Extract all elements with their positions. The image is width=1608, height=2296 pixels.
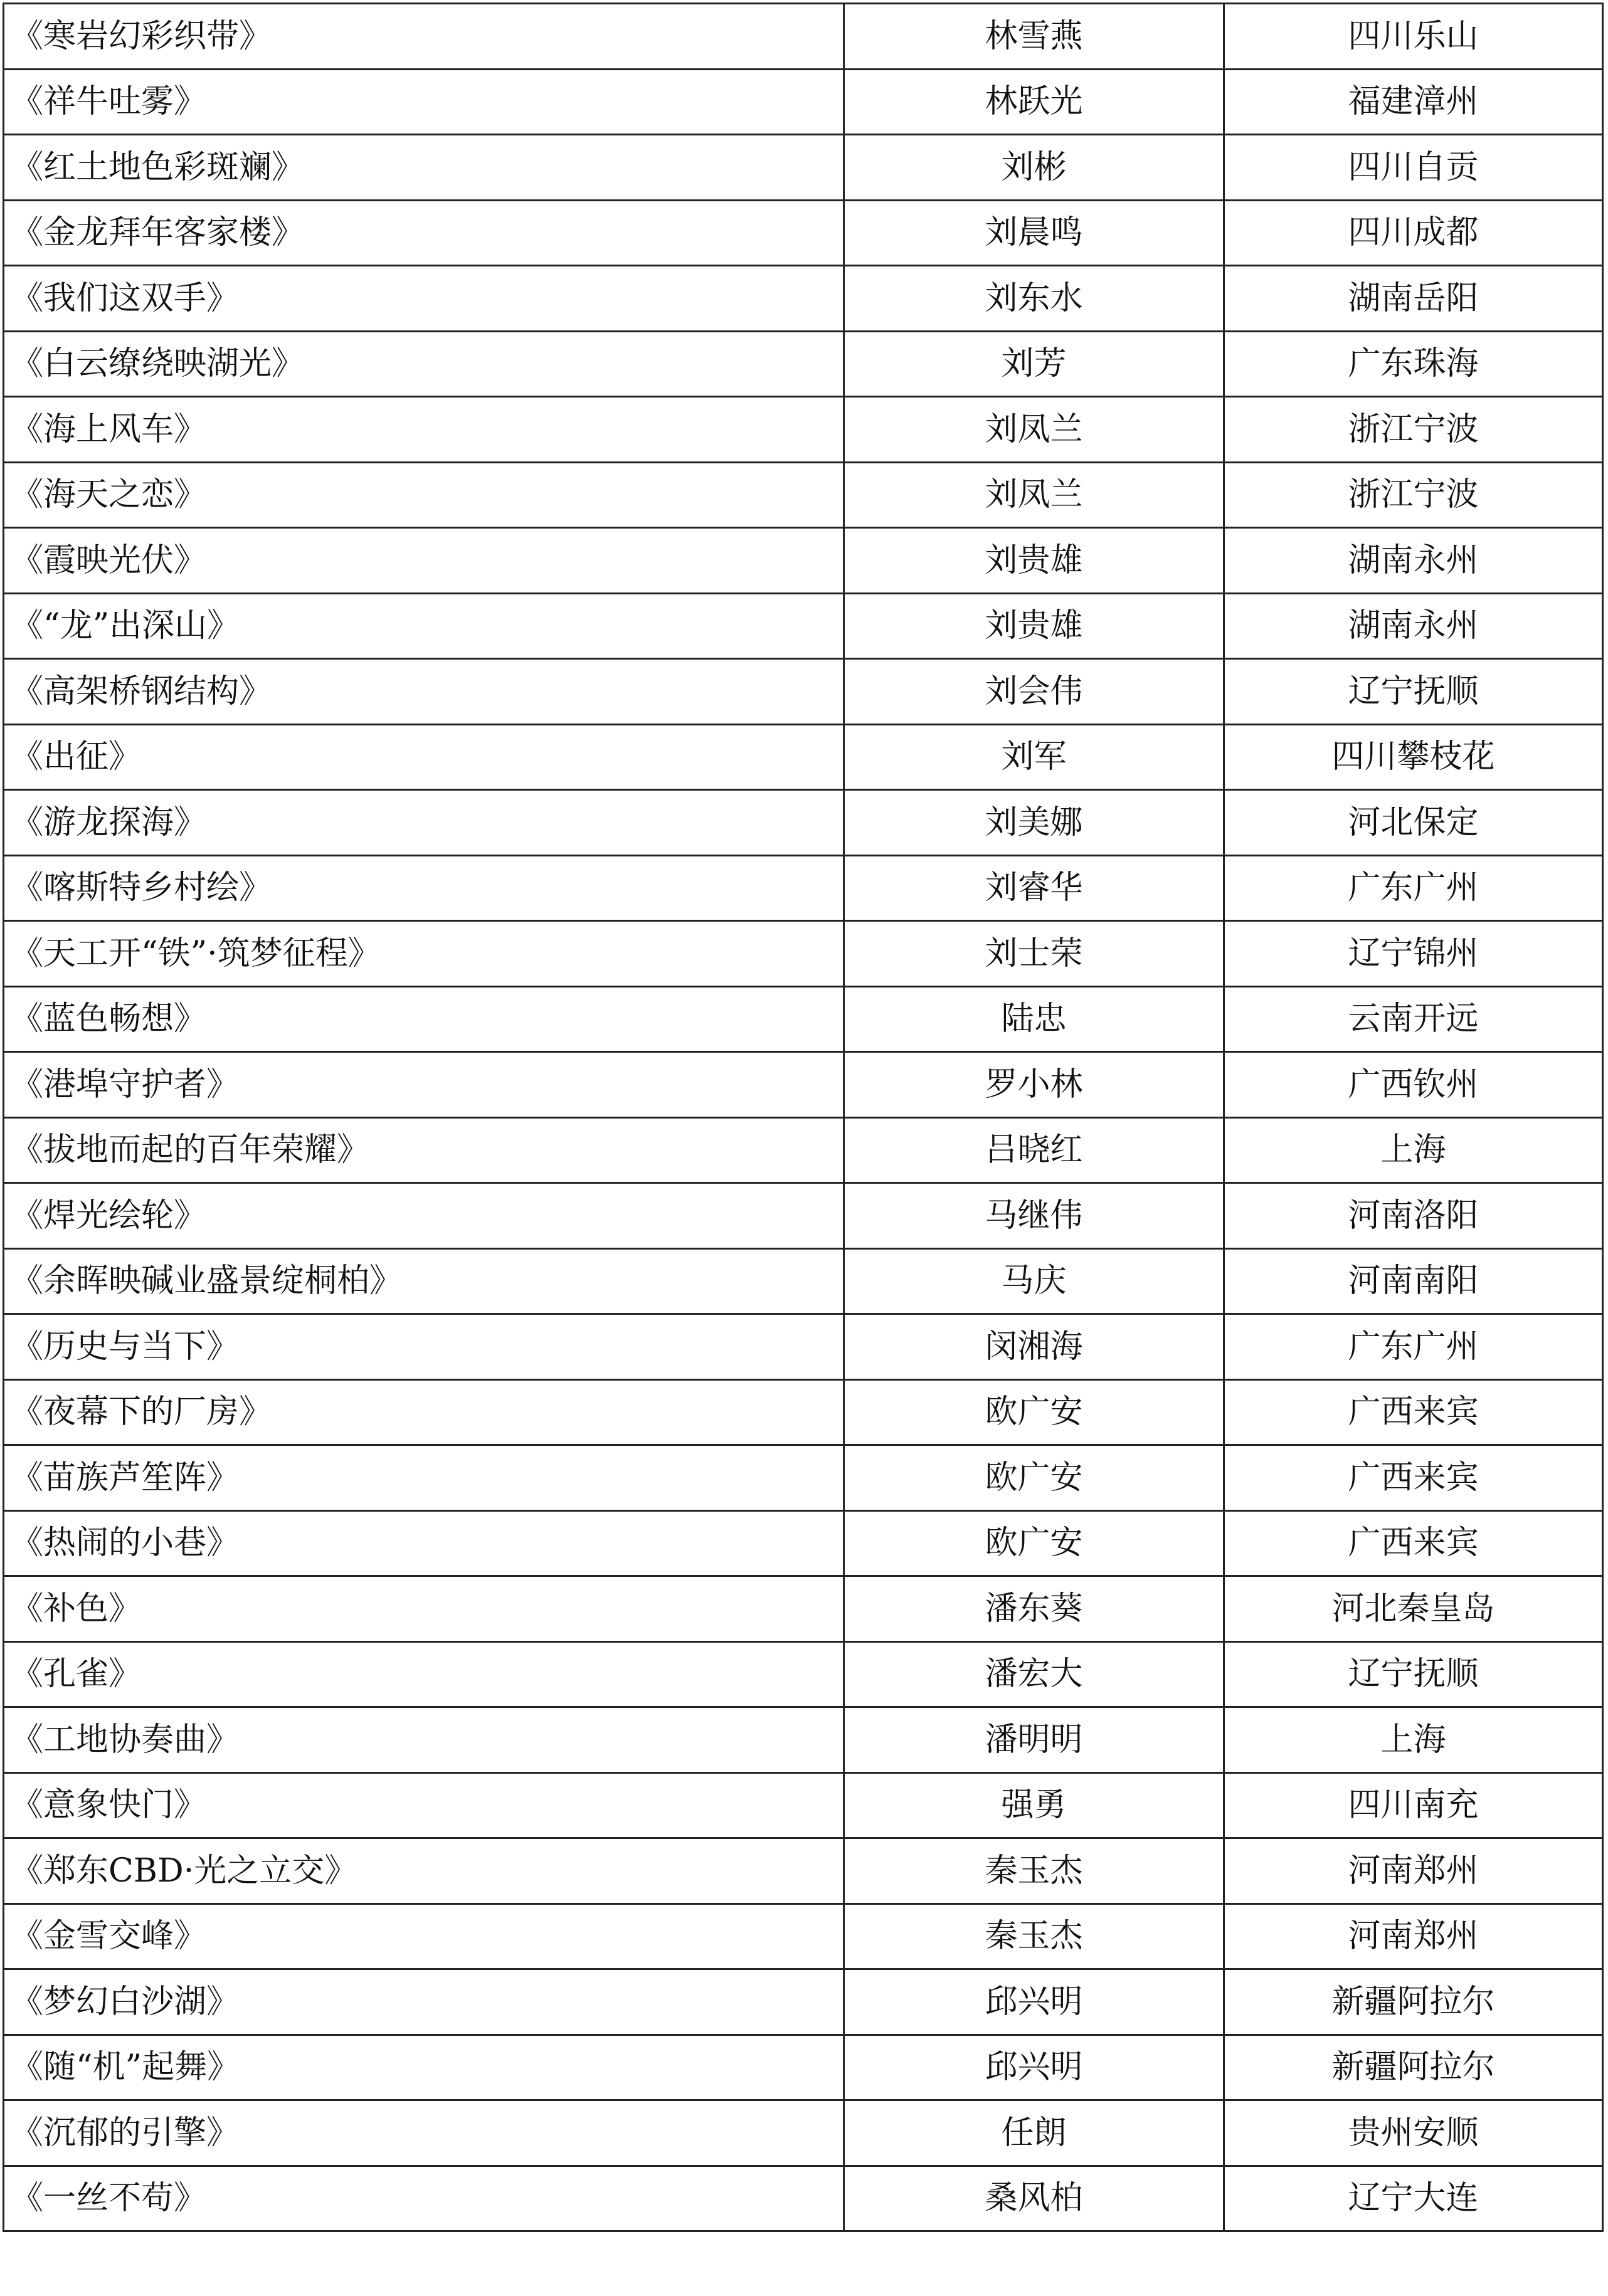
author-cell: 刘晨鸣	[844, 200, 1224, 266]
location-cell: 广西来宾	[1224, 1445, 1603, 1511]
work-title-cell: 《焊光绘轮》	[4, 1183, 844, 1249]
location-cell: 上海	[1224, 1117, 1603, 1183]
work-title-cell: 《拔地而起的百年荣耀》	[4, 1117, 844, 1183]
location-cell: 浙江宁波	[1224, 397, 1603, 463]
author-cell: 刘凤兰	[844, 462, 1224, 528]
work-title-cell: 《一丝不苟》	[4, 2166, 844, 2231]
author-cell: 林雪燕	[844, 4, 1224, 70]
table-row	[4, 1904, 1603, 1969]
author-cell: 刘军	[844, 724, 1224, 790]
author-cell: 吕晓红	[844, 1117, 1224, 1183]
author-cell: 邱兴明	[844, 2035, 1224, 2100]
location-cell: 河南郑州	[1224, 1838, 1603, 1904]
location-cell: 广东珠海	[1224, 331, 1603, 397]
location-cell: 四川攀枝花	[1224, 724, 1603, 790]
location-cell: 广东广州	[1224, 855, 1603, 921]
location-cell: 福建漳州	[1224, 69, 1603, 135]
work-title-cell: 《苗族芦笙阵》	[4, 1445, 844, 1511]
location-cell: 辽宁大连	[1224, 2166, 1603, 2231]
location-cell: 四川南充	[1224, 1772, 1603, 1838]
table-row	[4, 593, 1603, 659]
location-cell: 新疆阿拉尔	[1224, 1969, 1603, 2035]
location-cell: 广东广州	[1224, 1314, 1603, 1380]
table-row	[4, 135, 1603, 201]
work-title-cell: 《我们这双手》	[4, 266, 844, 332]
table-row	[4, 724, 1603, 790]
location-cell: 新疆阿拉尔	[1224, 2035, 1603, 2100]
work-title-cell: 《工地协奏曲》	[4, 1707, 844, 1773]
author-cell: 桑风柏	[844, 2166, 1224, 2231]
work-title-cell: 《天工开“铁”·筑梦征程》	[4, 921, 844, 987]
table-row	[4, 1641, 1603, 1707]
author-cell: 刘士荣	[844, 921, 1224, 987]
author-cell: 秦玉杰	[844, 1838, 1224, 1904]
location-cell: 辽宁锦州	[1224, 921, 1603, 987]
author-cell: 秦玉杰	[844, 1904, 1224, 1969]
author-cell: 强勇	[844, 1772, 1224, 1838]
author-cell: 刘美娜	[844, 790, 1224, 856]
table-row	[4, 397, 1603, 463]
location-cell: 河南郑州	[1224, 1904, 1603, 1969]
author-cell: 闵湘海	[844, 1314, 1224, 1380]
location-cell: 广西钦州	[1224, 1052, 1603, 1118]
author-cell: 刘会伟	[844, 659, 1224, 725]
author-cell: 马继伟	[844, 1183, 1224, 1249]
work-title-cell: 《游龙探海》	[4, 790, 844, 856]
location-cell: 四川乐山	[1224, 4, 1603, 70]
work-title-cell: 《历史与当下》	[4, 1314, 844, 1380]
work-title-cell: 《高架桥钢结构》	[4, 659, 844, 725]
work-title-cell: 《祥牛吐雾》	[4, 69, 844, 135]
location-cell: 四川成都	[1224, 200, 1603, 266]
table-row	[4, 659, 1603, 725]
work-title-cell: 《意象快门》	[4, 1772, 844, 1838]
table-row	[4, 1445, 1603, 1511]
work-title-cell: 《蓝色畅想》	[4, 986, 844, 1052]
table-row	[4, 266, 1603, 332]
location-cell: 浙江宁波	[1224, 462, 1603, 528]
works-table	[3, 3, 1604, 2232]
location-cell: 河北保定	[1224, 790, 1603, 856]
table-row	[4, 331, 1603, 397]
author-cell: 潘明明	[844, 1707, 1224, 1773]
work-title-cell: 《“龙”出深山》	[4, 593, 844, 659]
table-row	[4, 1510, 1603, 1576]
work-title-cell: 《海天之恋》	[4, 462, 844, 528]
table-row	[4, 790, 1603, 856]
location-cell: 云南开远	[1224, 986, 1603, 1052]
author-cell: 欧广安	[844, 1445, 1224, 1511]
work-title-cell: 《红土地色彩斑斓》	[4, 135, 844, 201]
table-row	[4, 855, 1603, 921]
location-cell: 上海	[1224, 1707, 1603, 1773]
table-row	[4, 1772, 1603, 1838]
location-cell: 湖南永州	[1224, 593, 1603, 659]
location-cell: 辽宁抚顺	[1224, 659, 1603, 725]
table-row	[4, 2035, 1603, 2100]
table-row	[4, 1052, 1603, 1118]
table-row	[4, 528, 1603, 594]
work-title-cell: 《热闹的小巷》	[4, 1510, 844, 1576]
author-cell: 邱兴明	[844, 1969, 1224, 2035]
work-title-cell: 《喀斯特乡村绘》	[4, 855, 844, 921]
author-cell: 刘凤兰	[844, 397, 1224, 463]
works-table-body	[4, 4, 1603, 2231]
location-cell: 贵州安顺	[1224, 2100, 1603, 2166]
author-cell: 刘彬	[844, 135, 1224, 201]
work-title-cell: 《金龙拜年客家楼》	[4, 200, 844, 266]
work-title-cell: 《补色》	[4, 1576, 844, 1642]
author-cell: 罗小林	[844, 1052, 1224, 1118]
work-title-cell: 《霞映光伏》	[4, 528, 844, 594]
work-title-cell: 《随“机”起舞》	[4, 2035, 844, 2100]
location-cell: 辽宁抚顺	[1224, 1641, 1603, 1707]
author-cell: 刘贵雄	[844, 593, 1224, 659]
author-cell: 欧广安	[844, 1379, 1224, 1445]
work-title-cell: 《余晖映碱业盛景绽桐柏》	[4, 1248, 844, 1314]
table-row	[4, 69, 1603, 135]
table-row	[4, 4, 1603, 70]
author-cell: 陆忠	[844, 986, 1224, 1052]
table-row	[4, 1707, 1603, 1773]
location-cell: 广西来宾	[1224, 1379, 1603, 1445]
author-cell: 潘东葵	[844, 1576, 1224, 1642]
author-cell: 刘贵雄	[844, 528, 1224, 594]
work-title-cell: 《孔雀》	[4, 1641, 844, 1707]
author-cell: 任朗	[844, 2100, 1224, 2166]
location-cell: 四川自贡	[1224, 135, 1603, 201]
table-row	[4, 1183, 1603, 1249]
table-row	[4, 2100, 1603, 2166]
location-cell: 广西来宾	[1224, 1510, 1603, 1576]
work-title-cell: 《夜幕下的厂房》	[4, 1379, 844, 1445]
table-row	[4, 921, 1603, 987]
location-cell: 湖南永州	[1224, 528, 1603, 594]
work-title-cell: 《寒岩幻彩织带》	[4, 4, 844, 70]
work-title-cell: 《沉郁的引擎》	[4, 2100, 844, 2166]
location-cell: 河北秦皇岛	[1224, 1576, 1603, 1642]
table-row	[4, 1314, 1603, 1380]
table-row	[4, 2166, 1603, 2231]
author-cell: 马庆	[844, 1248, 1224, 1314]
table-row	[4, 1248, 1603, 1314]
table-row	[4, 1838, 1603, 1904]
work-title-cell: 《金雪交峰》	[4, 1904, 844, 1969]
table-row	[4, 1379, 1603, 1445]
author-cell: 刘睿华	[844, 855, 1224, 921]
work-title-cell: 《海上风车》	[4, 397, 844, 463]
table-row	[4, 200, 1603, 266]
author-cell: 欧广安	[844, 1510, 1224, 1576]
location-cell: 河南南阳	[1224, 1248, 1603, 1314]
work-title-cell: 《白云缭绕映湖光》	[4, 331, 844, 397]
author-cell: 刘芳	[844, 331, 1224, 397]
work-title-cell: 《郑东CBD·光之立交》	[4, 1838, 844, 1904]
table-row	[4, 986, 1603, 1052]
author-cell: 林跃光	[844, 69, 1224, 135]
table-row	[4, 1969, 1603, 2035]
author-cell: 潘宏大	[844, 1641, 1224, 1707]
work-title-cell: 《港埠守护者》	[4, 1052, 844, 1118]
table-row	[4, 1576, 1603, 1642]
work-title-cell: 《出征》	[4, 724, 844, 790]
table-row	[4, 1117, 1603, 1183]
table-row	[4, 462, 1603, 528]
work-title-cell: 《梦幻白沙湖》	[4, 1969, 844, 2035]
author-cell: 刘东水	[844, 266, 1224, 332]
location-cell: 河南洛阳	[1224, 1183, 1603, 1249]
location-cell: 湖南岳阳	[1224, 266, 1603, 332]
